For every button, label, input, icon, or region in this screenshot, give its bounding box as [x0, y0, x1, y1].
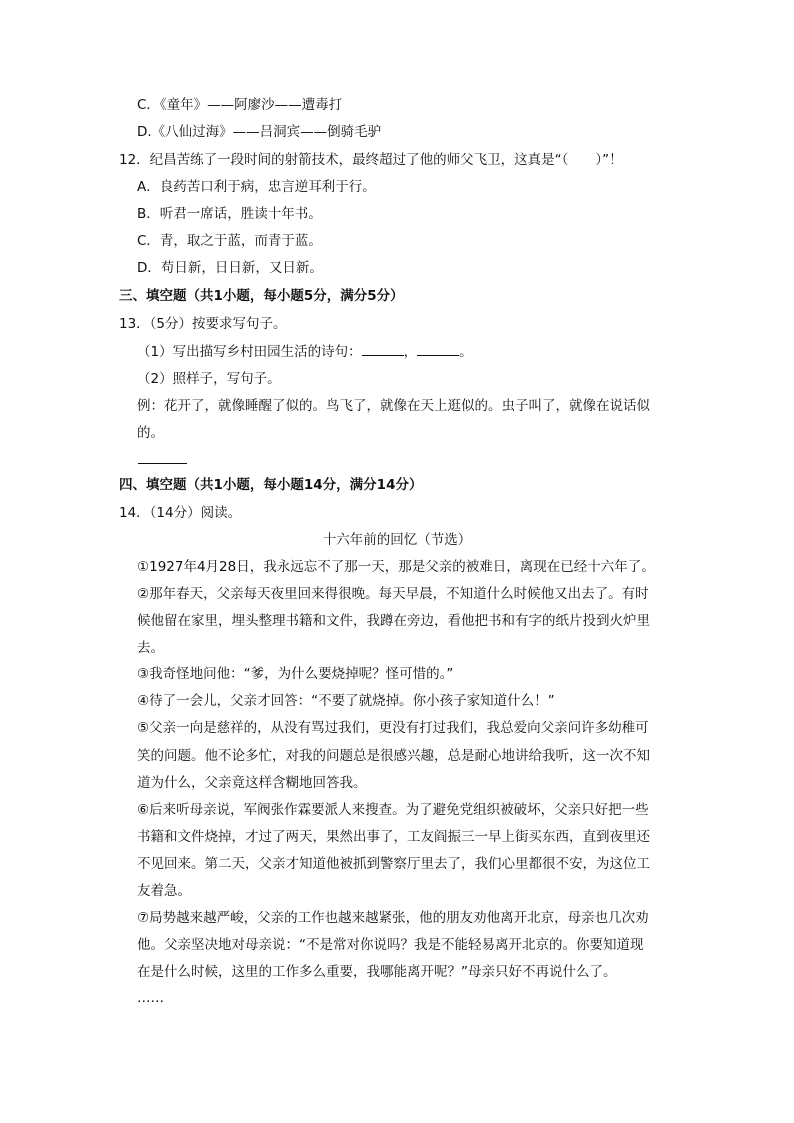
passage-line: 道为什么，父亲竟这样含糊地回答我。	[137, 775, 367, 791]
passage-line: 他。父亲坚决地对母亲说：“不是常对你说吗？我是不能轻易离开北京的。你要知道现	[137, 937, 644, 953]
passage-ellipsis: ……	[137, 990, 164, 1006]
passage-line: ④待了一会儿，父亲才回答：“不要了就烧掉。你小孩子家知道什么！”	[137, 693, 555, 709]
passage-line: 书籍和文件烧掉，才过了两天，果然出事了，工友阎振三一早上街买东西，直到夜里还	[137, 829, 650, 845]
question-13-part1	[137, 341, 473, 362]
question-13-part2: （2）照样子，写句子。	[137, 371, 281, 387]
example-line-1: 例：花开了，就像睡醒了似的。鸟飞了，就像在天上逛似的。虫子叫了，就像在说话似	[137, 398, 650, 414]
part1-prompt: （1）写出描写乡村田园生活的诗句：	[137, 344, 362, 360]
option-c: C．《童年》——阿廖沙——遭毒打	[137, 97, 343, 113]
question-12-stem: 12．纪昌苦练了一段时间的射箭技术，最终超过了他的师父飞卫，这真是“（ ）”！	[119, 152, 623, 168]
passage-line: ①1927年4月28日，我永远忘不了那一天，那是父亲的被难日，离现在已经十六年了。	[137, 559, 655, 575]
example-line-2: 的。	[137, 425, 164, 441]
option-c: C．青，取之于蓝，而青于蓝。	[137, 233, 322, 249]
passage-line: ③我奇怪地问他：“爹，为什么要烧掉呢？怪可惜的。”	[137, 666, 454, 682]
answer-underline[interactable]	[138, 463, 187, 464]
option-d: D．苟日新，日日新，又日新。	[137, 260, 323, 276]
section-heading: 三、填空题（共1小题，每小题5分，满分5分）	[119, 288, 404, 304]
passage-title: 十六年前的回忆（节选）	[322, 532, 472, 548]
passage-line: 不见回来。第二天，父亲才知道他被抓到警察厅里去了，我们心里都很不安，为这位工	[137, 856, 650, 872]
passage-line: ⑤父亲一向是慈祥的，从没有骂过我们，更没有打过我们，我总爱向父亲问许多幼稚可	[137, 720, 649, 736]
passage-line: ⑥后来听母亲说，军阀张作霖要派人来搜查。为了避免党组织被破坏，父亲只好把一些	[137, 802, 649, 818]
section-heading: 四、填空题（共1小题，每小题14分，满分14分）	[119, 477, 423, 493]
passage-line: 笑的问题。他不论多忙，对我的问题总是很感兴趣，总是耐心地讲给我听，这一次不知	[137, 748, 650, 764]
passage-line: 去。	[137, 640, 164, 656]
question-13-stem: 13．（5分）按要求写句子。	[119, 316, 287, 332]
passage-line: 候他留在家里，埋头整理书籍和文件，我蹲在旁边，看他把书和有字的纸片投到火炉里	[137, 613, 650, 629]
option-d: D.《八仙过海》——吕洞宾——倒骑毛驴	[137, 124, 382, 140]
passage-line: ②那年春天，父亲每天夜里回来得很晚。每天早晨，不知道什么时候他又出去了。有时	[137, 586, 649, 602]
option-b: B．听君一席话，胜读十年书。	[137, 206, 322, 222]
passage-line: ⑦局势越来越严峻，父亲的工作也越来越紧张，他的朋友劝他离开北京，母亲也几次劝	[137, 910, 649, 926]
question-14-stem: 14．（14分）阅读。	[119, 505, 242, 521]
passage-line: 在是什么时候，这里的工作多么重要，我哪能离开呢？”母亲只好不再说什么了。	[137, 964, 617, 980]
answer-blank-2[interactable]	[417, 341, 459, 356]
answer-blank-1[interactable]	[362, 341, 404, 356]
passage-line: 友着急。	[137, 883, 191, 899]
part1-end: 。	[459, 344, 473, 360]
part1-separator: ，	[403, 344, 418, 360]
option-a: A．良药苦口利于病，忠言逆耳利于行。	[137, 179, 376, 195]
